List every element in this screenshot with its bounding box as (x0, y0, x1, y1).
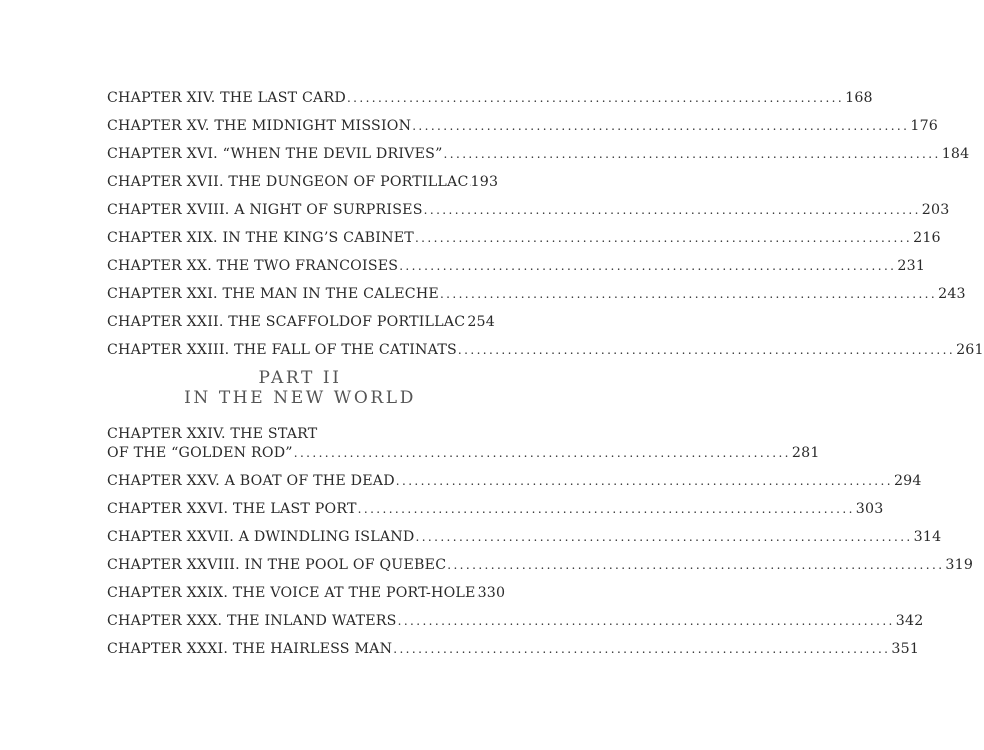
chapter-title: CHAPTER XIV. THE LAST CARD (107, 90, 346, 106)
toc-entry-17[interactable] (107, 172, 499, 192)
chapter-title: CHAPTER XXX. THE INLAND WATERS (107, 613, 397, 629)
page-number: 342 (895, 613, 924, 629)
page-number: 314 (913, 529, 942, 545)
chapter-title: CHAPTER XXI. THE MAN IN THE CALECHE (107, 286, 439, 302)
dot-leader: ................................................................................ (423, 203, 921, 217)
chapter-title: CHAPTER XXXI. THE HAIRLESS MAN (107, 641, 393, 657)
dot-leader: ................................................................................ (439, 287, 938, 301)
page-number: 216 (913, 230, 941, 246)
chapter-title: CHAPTER XXIV. THE START (107, 426, 318, 442)
chapter-title: CHAPTER XXIII. THE FALL OF THE CATINATS (107, 342, 457, 358)
dot-leader: ................................................................................ (357, 502, 855, 516)
page-number: 254 (467, 314, 495, 330)
toc-entry-29[interactable] (107, 583, 506, 603)
toc-entry-15[interactable] (107, 116, 939, 136)
chapter-title: CHAPTER XXVII. A DWINDLING ISLAND (107, 529, 415, 545)
chapter-title: CHAPTER XVII. THE DUNGEON OF PORTILLAC (107, 174, 469, 190)
chapter-title: CHAPTER XVIII. A NIGHT OF SURPRISES (107, 202, 423, 218)
chapter-title: CHAPTER XIX. IN THE KING’S CABINET (107, 230, 414, 246)
page-number: 168 (845, 90, 873, 106)
dot-leader: ................................................................................ (415, 530, 913, 544)
page-number: 261 (956, 342, 984, 358)
page-number: 176 (910, 118, 939, 134)
chapter-title: CHAPTER XXVI. THE LAST PORT (107, 501, 357, 517)
toc-entry-18[interactable] (107, 200, 950, 220)
toc-entry-28[interactable] (107, 555, 974, 575)
dot-leader: ................................................................................ (414, 231, 913, 245)
toc-entry-31[interactable] (107, 639, 920, 659)
dot-leader: ................................................................................ (443, 147, 941, 161)
chapter-title: CHAPTER XV. THE MIDNIGHT MISSION (107, 118, 412, 134)
dot-leader: ................................................................................ (393, 642, 891, 656)
chapter-title: CHAPTER XXIX. THE VOICE AT THE PORT-HOLE (107, 585, 476, 601)
page-number: 294 (893, 473, 922, 489)
toc-entry-19[interactable] (107, 228, 941, 248)
toc-entry-30[interactable] (107, 611, 924, 631)
toc-entry-25[interactable] (107, 471, 922, 491)
dot-leader: ................................................................................ (447, 558, 945, 572)
dot-leader: ................................................................................ (457, 343, 956, 357)
dot-leader: ................................................................................ (346, 91, 845, 105)
page-number: 193 (470, 174, 499, 190)
page-number: 203 (921, 202, 950, 218)
page-number: 231 (897, 258, 926, 274)
dot-leader: ................................................................................ (293, 446, 791, 460)
page-number: 184 (941, 146, 970, 162)
toc-entry-23[interactable] (107, 340, 984, 360)
toc-entry-16[interactable] (107, 144, 970, 164)
page-number: 351 (891, 641, 920, 657)
dot-leader: ................................................................................ (397, 614, 895, 628)
chapter-title: CHAPTER XXV. A BOAT OF THE DEAD (107, 473, 395, 489)
toc-entry-24[interactable] (107, 443, 820, 463)
part-title-heading: IN THE NEW WORLD (184, 388, 416, 408)
toc-entry-27[interactable] (107, 527, 942, 547)
page-number: 319 (945, 557, 974, 573)
dot-leader: ................................................................................ (399, 259, 897, 273)
chapter-title: CHAPTER XX. THE TWO FRANCOISES (107, 258, 399, 274)
dot-leader: ................................................................................ (412, 119, 910, 133)
page-number: 303 (855, 501, 884, 517)
toc-entry-22[interactable] (107, 312, 495, 332)
toc-entry-24-line1[interactable] (107, 424, 487, 444)
part-number-heading: PART II (258, 368, 342, 388)
chapter-title: CHAPTER XVI. “WHEN THE DEVIL DRIVES” (107, 146, 443, 162)
chapter-title: CHAPTER XXVIII. IN THE POOL OF QUEBEC (107, 557, 447, 573)
page-number: 243 (938, 286, 966, 302)
chapter-title: CHAPTER XXII. THE SCAFFOLDOF PORTILLAC (107, 314, 466, 330)
page-number: 330 (477, 585, 506, 601)
chapter-title-continued: OF THE “GOLDEN ROD” (107, 445, 293, 461)
toc-entry-14[interactable] (107, 88, 873, 108)
toc-entry-26[interactable] (107, 499, 884, 519)
toc-entry-21[interactable] (107, 284, 966, 304)
page-number: 281 (791, 445, 820, 461)
dot-leader: ................................................................................ (395, 474, 893, 488)
toc-entry-20[interactable] (107, 256, 926, 276)
